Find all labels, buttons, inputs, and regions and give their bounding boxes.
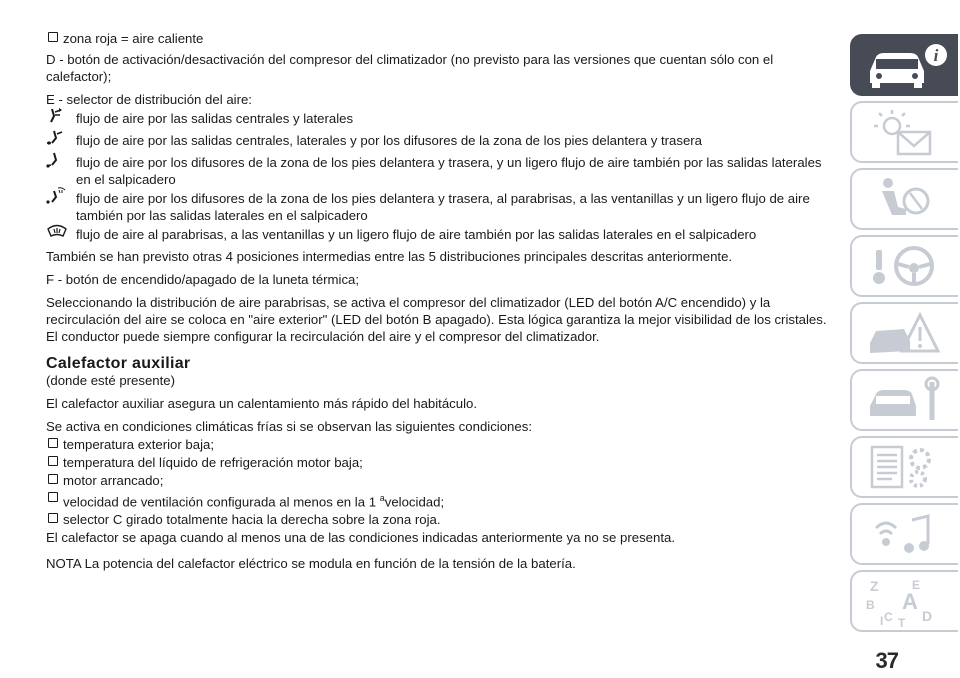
svg-text:E: E bbox=[912, 578, 921, 592]
svg-text:D: D bbox=[922, 608, 933, 624]
list-item: temperatura del líquido de refrigeración motor baja; bbox=[46, 454, 836, 471]
face-and-feet-airflow-icon bbox=[46, 132, 70, 152]
paragraph-e: E - selector de distribución del aire: bbox=[46, 92, 252, 107]
distribution-item: flujo de aire por las salidas centrales, laterales y por los difusores de la zona de los pies delantera y trasera bbox=[46, 132, 836, 152]
list-item: selector C girado totalmente hacia la derecha sobre la zona roja. bbox=[46, 511, 836, 528]
distribution-item: flujo de aire al parabrisas, a las ventanillas y un ligero flujo de aire también por las salidas laterales en el salpicadero bbox=[46, 226, 836, 246]
section-heading: Calefactor auxiliar bbox=[46, 355, 191, 372]
maintenance-wrench-icon bbox=[862, 374, 952, 428]
windscreen-defrost-icon bbox=[46, 226, 70, 246]
svg-text:C: C bbox=[884, 610, 893, 624]
svg-text:Z: Z bbox=[870, 578, 879, 594]
ordinal-superscript: a bbox=[379, 493, 385, 503]
checkbox-bullet-icon bbox=[48, 474, 58, 484]
steering-wheel-icon bbox=[862, 240, 952, 294]
tab-lights-messages[interactable] bbox=[850, 101, 958, 163]
svg-text:A: A bbox=[902, 589, 918, 614]
paragraph-nota: NOTA La potencia del calefactor eléctrico se modula en función de la tensión de la batería. bbox=[46, 556, 576, 572]
svg-text:I: I bbox=[880, 614, 884, 628]
paragraph-off: El calefactor se apaga cuando al menos una de las condiciones indicadas anteriormente ya no se presenta. bbox=[46, 530, 676, 546]
paragraph-intro: El calefactor auxiliar asegura un calentamiento más rápido del habitáculo. bbox=[46, 396, 478, 411]
list-item: temperatura exterior baja; bbox=[46, 436, 836, 453]
safety-airbag-icon bbox=[862, 173, 952, 227]
multimedia-icon bbox=[862, 508, 952, 562]
checkbox-bullet-icon bbox=[48, 513, 58, 523]
tab-index[interactable] bbox=[850, 570, 958, 632]
paragraph-f: F - botón de encendido/apagado de la luneta térmica; bbox=[46, 272, 360, 287]
paragraph-conditions-intro: Se activa en condiciones climáticas frías si se observan las siguientes condiciones: bbox=[46, 419, 532, 434]
tab-technical-data[interactable] bbox=[850, 436, 958, 498]
checkbox-bullet-icon bbox=[48, 456, 58, 466]
face-vent-airflow-icon bbox=[46, 110, 70, 130]
tab-emergency[interactable] bbox=[850, 302, 958, 364]
svg-text:i: i bbox=[933, 46, 939, 65]
distribution-item: flujo de aire por los difusores de la zona de los pies delantera y trasera, y un ligero flujo de aire también por las salidas laterales en el salpicadero bbox=[46, 154, 836, 188]
alphabetical-index-icon bbox=[862, 575, 952, 629]
list-item: zona roja = aire caliente bbox=[46, 30, 836, 47]
tab-multimedia[interactable] bbox=[850, 503, 958, 565]
technical-data-icon bbox=[862, 441, 952, 495]
paragraph-intermedias: También se han previsto otras 4 posiciones intermedias entre las 5 distribuciones principales descritas anteriormente. bbox=[46, 249, 733, 264]
section-subtitle: (donde esté presente) bbox=[46, 373, 176, 388]
checkbox-bullet-icon bbox=[48, 32, 58, 42]
checkbox-bullet-icon bbox=[48, 492, 58, 502]
feet-and-windscreen-airflow-icon bbox=[46, 190, 70, 210]
distribution-item: flujo de aire por las salidas centrales y laterales bbox=[46, 110, 836, 130]
car-info-icon bbox=[862, 39, 952, 93]
tab-maintenance[interactable] bbox=[850, 369, 958, 431]
svg-text:B: B bbox=[866, 598, 875, 612]
paragraph-d: D - botón de activación/desactivación del compresor del climatizador (no previsto para las versiones que cuentan sólo con el calefactor); bbox=[46, 52, 774, 84]
feet-airflow-icon bbox=[46, 154, 70, 174]
checkbox-bullet-icon bbox=[48, 438, 58, 448]
svg-text:T: T bbox=[898, 616, 906, 629]
lights-messages-icon bbox=[862, 106, 952, 160]
tab-starting-driving[interactable] bbox=[850, 235, 958, 297]
paragraph-seleccionando: Seleccionando la distribución de aire parabrisas, se activa el compresor del climatizador (LED del botón A/C encendido) y la recirculación del aire se coloca en "aire exterior" (LED del botón B apagado). Esta lógica garantiza la mejor visibilidad de los cristales. El conductor puede siempre configurar la recirculación del aire y el compresor del climatizador. bbox=[46, 295, 827, 344]
manual-page-content bbox=[46, 30, 836, 578]
page-number: 37 bbox=[875, 648, 898, 673]
list-item: motor arrancado; bbox=[46, 472, 836, 489]
emergency-warning-icon bbox=[862, 307, 952, 361]
distribution-item: flujo de aire por los difusores de la zona de los pies delantera y trasera, al parabrisas, a las ventanillas y un ligero flujo de aire también por las salidas laterales en el salpicadero bbox=[46, 190, 836, 224]
tab-car-info[interactable] bbox=[850, 34, 958, 96]
tab-safety[interactable] bbox=[850, 168, 958, 230]
list-item: velocidad de ventilación configurada al menos en la 1 $^a$velocidad; bbox=[46, 490, 836, 510]
